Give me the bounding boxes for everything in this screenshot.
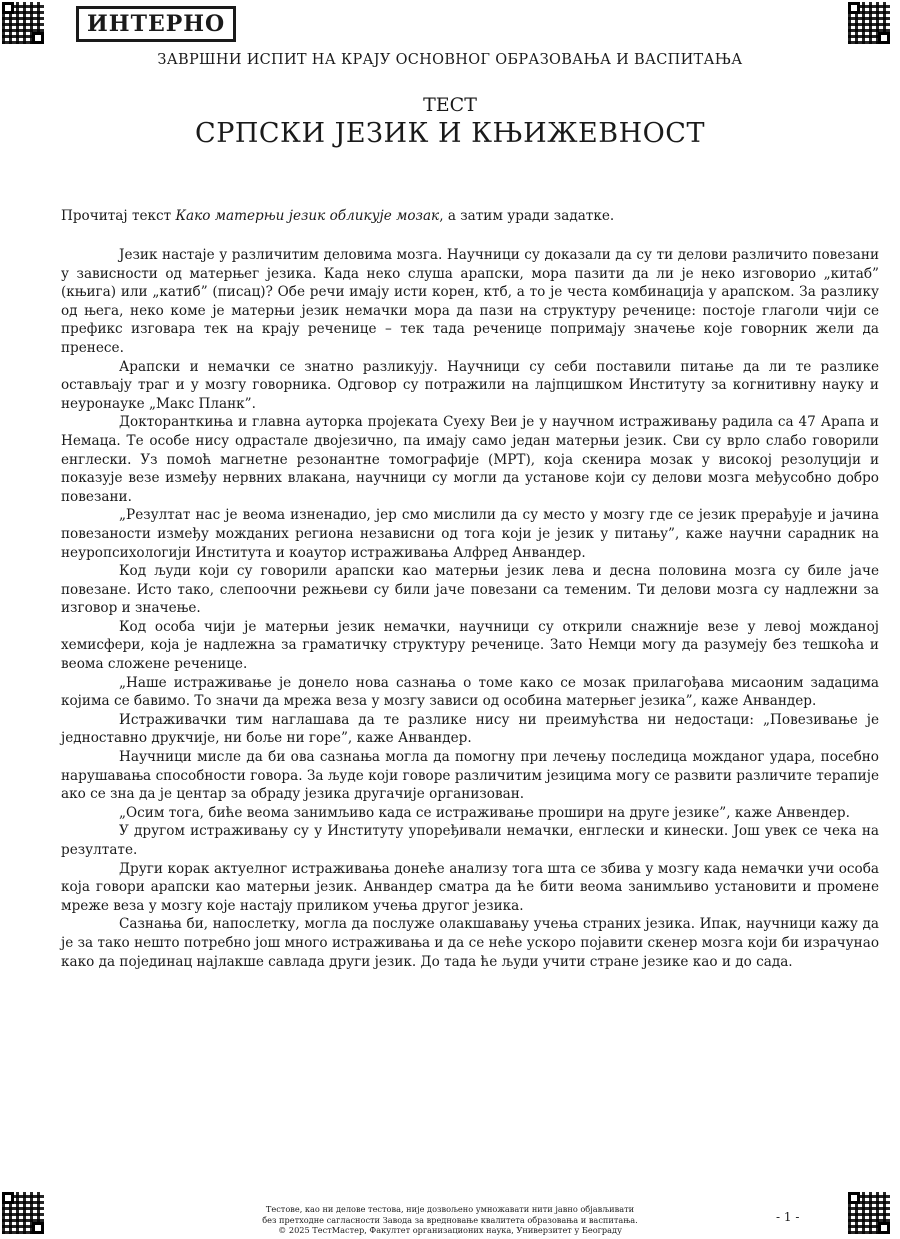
paragraph: Докторанткиња и главна ауторка пројеката Суеху Веи је у научном истраживању радила са 47 Арапа и Немаца. Те особе нису одрастале двојезично, па имају само један матерњи језик. Сви су врло слабо говорили енглески. Уз помоћ магнетне резонантне томографије (МРТ), која скенира мозак у високој резолуцији и показује везе између нервних влакана, научници су могли да установе који су делови мозга међусобно добро повезани.: [61, 414, 879, 505]
paragraph: Сазнања би, напослетку, могла да послуже олакшавању учења страних језика. Ипак, научници кажу да је за тако нешто потребно још много истраживања и да се неће ускоро појавити скенер мозга који би израчунао како да појединац најлакше савлада други језик. До тада ће људи учити стране језике као и до сада.: [61, 916, 879, 970]
internal-stamp: ИНТЕРНО: [76, 6, 236, 42]
qr-code-bottom-right: [848, 1192, 890, 1234]
paragraph: У другом истраживању су у Институту упоређивали немачки, енглески и кинески. Још увек се чека на резултате.: [61, 823, 879, 858]
test-label: ТЕСТ: [423, 94, 477, 116]
paragraph: Арапски и немачки се знатно разликују. Научници су себи поставили питање да ли те разлике остављају траг и у мозгу говорника. Одговор су потражили на лајпцишком Институту за когнитивну науку и неуронауке „Макс Планк”.: [61, 358, 879, 412]
paragraph: Језик настаје у различитим деловима мозга. Научници су доказали да су ти делови различито повезани у зависности од матерњег језика. Када неко слуша арапски, мора пазити да ли је неко изговорио „китаб” (књига) или „катиб” (писац)? Обе речи имају исти корен, ктб, а то је честа комбинација у арапском. За разлику од њега, неко коме је матерњи језик немачки мора да пази на структуру реченице: постоје глаголи чији се префикс изговара тек на крају реченице – тек тада реченице попримају значење које говорник жели да пренесе.: [61, 247, 879, 356]
footer-line: без претходне сагласности Завода за вредновање квалитета образовања и васпитања.: [262, 1214, 638, 1225]
paragraph: Код људи који су говорили арапски као матерњи језик лева и десна половина мозга су биле јаче повезане. Исто тако, слепоочни режњеви су били јаче повезани са теменим. Ти делови мозга су надлежни за изговор и значење.: [61, 563, 879, 617]
subject-title: СРПСКИ ЈЕЗИК И КЊИЖЕВНОСТ: [195, 118, 705, 149]
paragraph: Други корак актуелног истраживања донеће анализу тога шта се збива у мозгу када немачки учи особа која говори арапски као матерњи језик. Анвандер сматра да ће бити веома занимљиво установити и промене мреже веза у мозгу које настају приликом учења другог језика.: [61, 860, 879, 914]
page-number: - 1 -: [776, 1210, 800, 1224]
article-title: Како матерњи језик обликује мозак: [175, 208, 440, 224]
instruction-suffix: , а затим уради задатке.: [439, 208, 615, 224]
paragraph: Научници мисле да би ова сазнања могла да помогну при лечењу последица можданог удара, посебно нарушавања способности говора. За људе који говоре различитим језицима могу се развити различите терапије ако се зна да је центар за обраду језика другачије организован.: [61, 749, 879, 803]
footer-line: © 2025 ТестМастер, Факултет организационих наука, Универзитет у Београду: [278, 1225, 622, 1236]
paragraph: Код особа чији је матерњи језик немачки, научници су открили снажније везе у левој можданој хемисфери, која је надлежна за граматичку структуру реченице. Зато Немци могу да разумеју без тешкоћа и веома сложене реченице.: [61, 618, 879, 673]
qr-code-top-left: [2, 2, 44, 44]
article-text: [61, 246, 879, 971]
qr-code-bottom-left: [2, 1192, 44, 1234]
instruction-prefix: Прочитај текст: [61, 208, 176, 224]
reading-instruction: [61, 208, 614, 224]
copyright-notice: [210, 1204, 690, 1236]
paragraph: „Резултат нас је веома изненадио, јер смо мислили да су место у мозгу где се језик прерађује и јачина повезаности између можданих региона независни од тога који је језик у питању”, каже научни сарадник на неуропсихологији Института и коаутор истраживања Алфред Анвандер.: [61, 507, 879, 561]
qr-code-top-right: [848, 2, 890, 44]
exam-title: ЗАВРШНИ ИСПИТ НА КРАЈУ ОСНОВНОГ ОБРАЗОВАЊА И ВАСПИТАЊА: [157, 52, 743, 68]
paragraph: Истраживачки тим наглашава да те разлике нису ни преимућства ни недостаци: „Повезивање је једноставно друкчије, ни боље ни горе”, каже Анвандер.: [61, 711, 879, 747]
paragraph: „Осим тога, биће веома занимљиво када се истраживање прошири на друге језике”, каже Анвендер.: [119, 804, 850, 821]
footer-line: Тестове, као ни делове тестова, није дозвољено умножавати нити јавно објављивати: [265, 1204, 635, 1214]
paragraph: „Наше истраживање је донело нова сазнања о томе како се мозак прилагођава мисаоним задацима којима се бавимо. То значи да мрежа веза у мозгу зависи од особина матерњег језика”, каже Анвандер.: [61, 674, 879, 710]
